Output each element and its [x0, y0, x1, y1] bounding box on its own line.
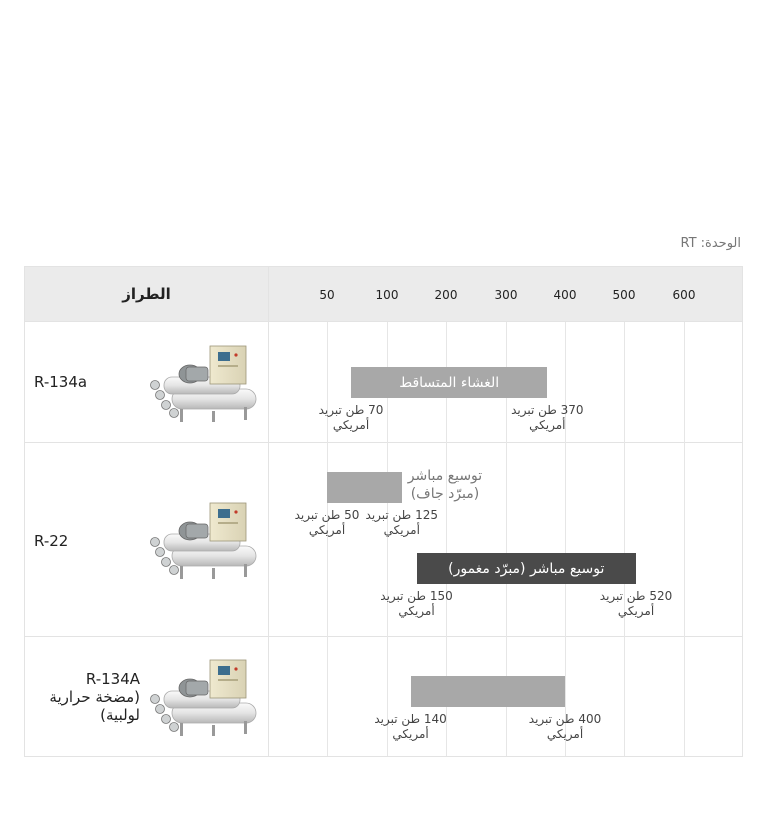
range-bar-label [408, 467, 482, 503]
model-name-line: لولبية) [100, 706, 140, 724]
max-capacity-label [581, 589, 691, 619]
x-tick-label: 200 [434, 288, 458, 302]
capacity-label-line: أمريكي [332, 418, 370, 432]
min-capacity-label [362, 589, 472, 619]
capacity-label-line: 125 طن تبريد [365, 508, 438, 522]
range-bar [411, 676, 565, 707]
capacity-label-line: 140 طن تبريد [374, 712, 447, 726]
capacity-label-line: أمريكي [392, 727, 429, 741]
row-divider [25, 442, 742, 443]
model-name-r134a-heat-pump [34, 670, 140, 724]
x-tick-label: 400 [553, 288, 577, 302]
x-tick-label: 50 [319, 288, 335, 302]
gridline [624, 322, 625, 756]
model-name-line: R-134A [85, 670, 140, 688]
capacity-label-line: أمريكي [617, 604, 655, 618]
min-capacity-label [356, 712, 466, 742]
max-capacity-label [492, 403, 602, 433]
chiller-image [150, 657, 260, 743]
row-divider [25, 636, 742, 637]
capacity-label-line: 520 طن تبريد [599, 589, 673, 603]
capacity-label-line: 70 طن تبريد [318, 403, 384, 417]
max-capacity-label [347, 508, 457, 538]
range-bar-label: الغشاء المتساقط [399, 374, 500, 391]
capacity-label-line: 50 طن تبريد [294, 508, 360, 522]
model-name-r22: R-22 [34, 532, 69, 550]
capacity-label-line: أمريكي [308, 523, 346, 537]
range-bar [327, 472, 402, 503]
model-name-line: (مضخة حرارية [49, 688, 140, 706]
x-tick-label: 300 [494, 288, 518, 302]
x-tick-label: 100 [375, 288, 399, 302]
max-capacity-label [510, 712, 620, 742]
gridline [684, 322, 685, 756]
x-tick-label: 600 [672, 288, 696, 302]
capacity-label-line: 400 طن تبريد [528, 712, 602, 726]
model-name-r134a: R-134a [34, 373, 88, 391]
range-bar [351, 367, 547, 398]
model-column-header: الطراز [122, 285, 171, 303]
column-divider [268, 267, 269, 756]
min-capacity-label [296, 403, 406, 433]
chiller-image [150, 500, 260, 586]
capacity-label-line: أمريكي [546, 727, 584, 741]
capacity-label-line: 150 طن تبريد [380, 589, 453, 603]
gridline [565, 322, 566, 756]
range-bar-label-line: (مبرّد جاف) [410, 486, 480, 502]
row-divider [25, 321, 742, 322]
capacity-label-line: 370 طن تبريد [511, 403, 584, 417]
range-bar-label: توسيع مباشر (مبرّد مغمور) [448, 560, 605, 577]
unit-label: الوحدة: RT [680, 236, 741, 251]
gridline [327, 322, 328, 756]
capacity-label-line: أمريكي [398, 604, 435, 618]
capacity-label-line: أمريكي [383, 523, 420, 537]
x-tick-label: 500 [612, 288, 636, 302]
capacity-label-line: أمريكي [529, 418, 566, 432]
chiller-image [150, 343, 260, 429]
range-bar [417, 553, 637, 584]
range-bar-label-line: توسيع مباشر [407, 468, 483, 484]
